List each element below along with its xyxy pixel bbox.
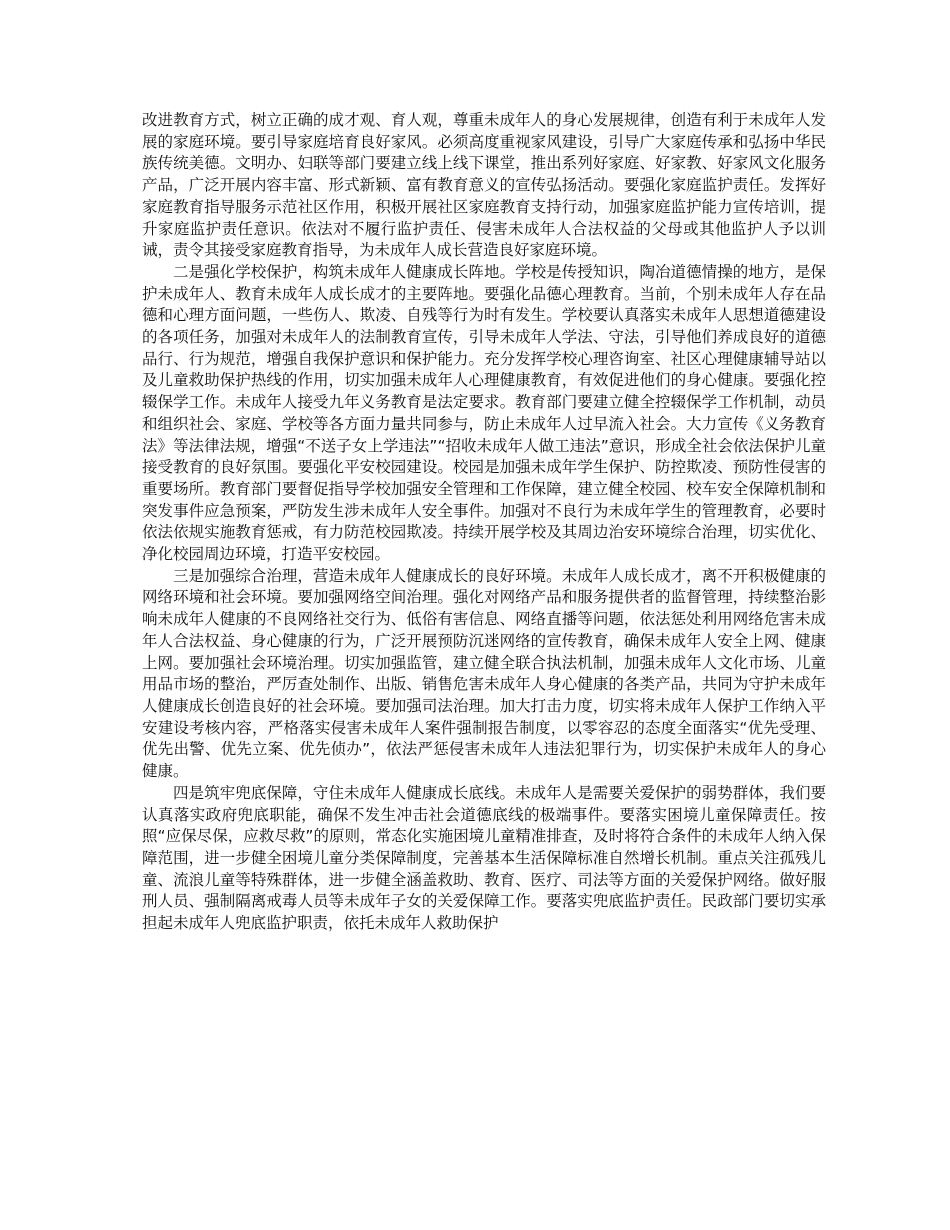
paragraph-school-protection: 二是强化学校保护，构筑未成年人健康成长阵地。学校是传授知识，陶冶道德情操的地方，是保护未成年人、教育未成年人成长成才的主要阵地。要强化品德心理教育。当前，个别未成年人存在品德和心理方面问题，一些伤人、欺凌、自残等行为时有发生。学校要认真落实未成年人思想道德建设的各项任务，加强对未成年人的法制教育宣传，引导未成年人学法、守法，引导他们养成良好的道德品行、行为规范，增强自我保护意识和保护能力。充分发挥学校心理咨询室、社区心理健康辅导站以及儿童救助保护热线的作用，切实加强未成年人心理健康教育，有效促进他们的身心健康。要强化控辍保学工作。未成年人接受九年义务教育是法定要求。教育部门要建立健全控辍保学工作机制，动员和组织社会、家庭、学校等各方面力量共同参与，防止未成年人过早流入社会。大力宣传《义务教育法》等法律法规，增强“不送子女上学违法”“招收未成年人做工违法”意识，形成全社会依法保护儿童接受教育的良好氛围。要强化平安校园建设。校园是加强未成年学生保护、防控欺凌、预防性侵害的重要场所。教育部门要督促指导学校加强安全管理和工作保障，建立健全校园、校车安全保障机制和突发事件应急预案，严防发生涉未成年人安全事件。加强对不良行为未成年学生的管理教育，必要时依法依规实施教育惩戒，有力防范校园欺凌。持续开展学校及其周边治安环境综合治理，切实优化、净化校园周边环境，打造平安校园。	[142, 262, 826, 564]
paragraph-comprehensive-governance: 三是加强综合治理，营造未成年人健康成长的良好环境。未成年人成长成才，离不开积极健康的网络环境和社会环境。要加强网络空间治理。强化对网络产品和服务提供者的监督管理，持续整治影响未成年人健康的不良网络社交行为、低俗有害信息、网络直播等问题，依法惩处利用网络危害未成年人合法权益、身心健康的行为，广泛开展预防沉迷网络的宣传教育，确保未成年人安全上网、健康上网。要加强社会环境治理。切实加强监管，建立健全联合执法机制，加强未成年人文化市场、儿童用品市场的整治，严厉查处制作、出版、销售危害未成年人身心健康的各类产品，共同为守护未成年人健康成长创造良好的社会环境。要加强司法治理。加大打击力度，切实将未成年人保护工作纳入平安建设考核内容，严格落实侵害未成年人案件强制报告制度，以零容忍的态度全面落实“优先受理、优先出警、优先立案、优先侦办”，依法严惩侵害未成年人违法犯罪行为，切实保护未成年人的身心健康。	[142, 566, 826, 781]
document-body	[142, 110, 826, 935]
paragraph-safety-net: 四是筑牢兜底保障，守住未成年人健康成长底线。未成年人是需要关爱保护的弱势群体，我们要认真落实政府兜底职能，确保不发生冲击社会道德底线的极端事件。要落实困境儿童保障责任。按照“应保尽保，应救尽救”的原则，常态化实施困境儿童精准排查，及时将符合条件的未成年人纳入保障范围，进一步健全困境儿童分类保障制度，完善基本生活保障标准自然增长机制。重点关注孤残儿童、流浪儿童等特殊群体，进一步健全涵盖救助、教育、医疗、司法等方面的关爱保护网络。做好服刑人员、强制隔离戒毒人员等未成年子女的关爱保障工作。要落实兜底监护责任。民政部门要切实承担起未成年人兜底监护职责，依托未成年人救助保护	[142, 783, 826, 933]
paragraph-family-environment: 改进教育方式，树立正确的成才观、育人观，尊重未成年人的身心发展规律，创造有利于未成年人发展的家庭环境。要引导家庭培育良好家风。必须高度重视家风建设，引导广大家庭传承和弘扬中华民族传统美德。文明办、妇联等部门要建立线上线下课堂，推出系列好家庭、好家教、好家风文化服务产品，广泛开展内容丰富、形式新颖、富有教育意义的宣传弘扬活动。要强化家庭监护责任。发挥好家庭教育指导服务示范社区作用，积极开展社区家庭教育支持行动，加强家庭监护能力宣传培训，提升家庭监护责任意识。依法对不履行监护责任、侵害未成年人合法权益的父母或其他监护人予以训诫，责令其接受家庭教育指导，为未成年人成长营造良好家庭环境。	[142, 111, 826, 260]
